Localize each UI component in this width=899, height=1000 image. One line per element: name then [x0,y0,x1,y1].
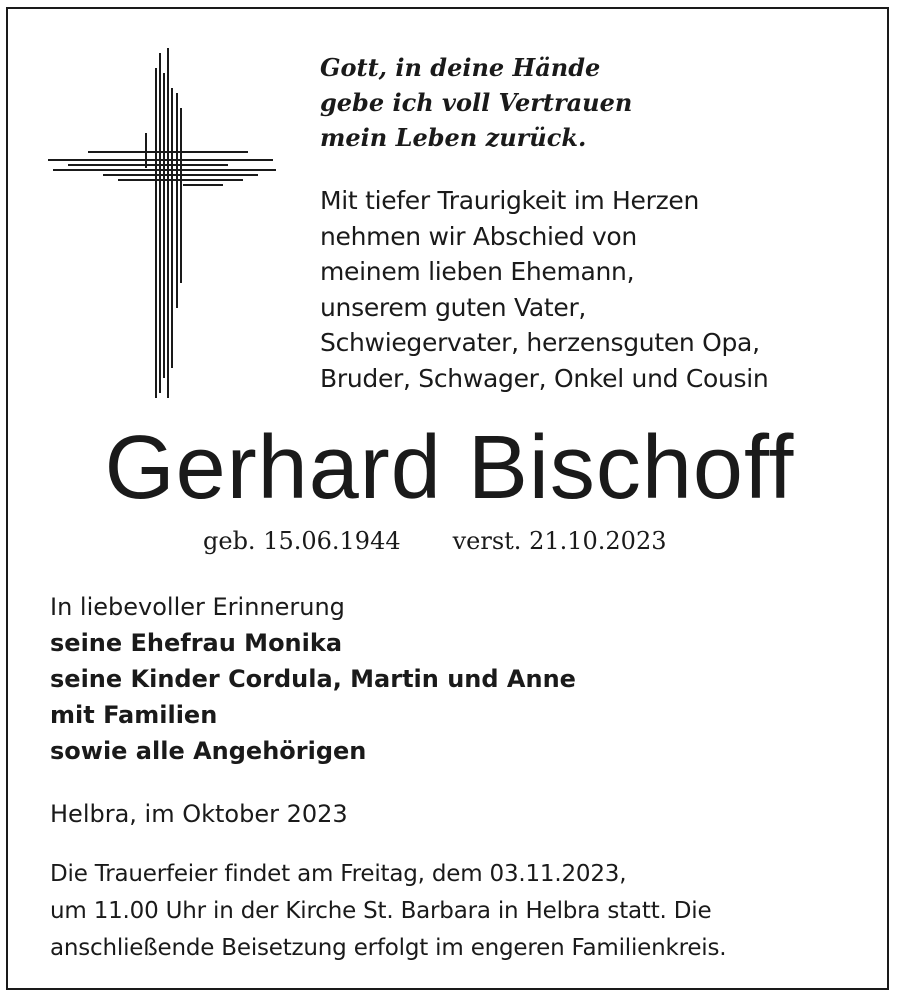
farewell-line: Bruder, Schwager, Onkel und Cousin [320,363,769,393]
farewell-line: unserem guten Vater, [320,292,587,322]
mourner-line: seine Kinder Cordula, Martin und Anne [50,665,576,693]
place-date: Helbra, im Oktober 2023 [50,800,348,828]
mourner-line: mit Familien [50,701,218,729]
deceased-name: Gerhard Bischoff [104,418,795,518]
verse-line: gebe ich voll Vertrauen [320,88,633,117]
birth-date: geb. 15.06.1944 [203,527,401,555]
mourner-line: sowie alle Angehörigen [50,737,367,765]
farewell-line: Schwiegervater, herzensguten Opa, [320,328,760,358]
farewell-line: nehmen wir Abschied von [320,221,637,251]
farewell-line: meinem lieben Ehemann, [320,257,635,287]
funeral-line: um 11.00 Uhr in der Kirche St. Barbara in Helbra statt. Die [50,898,712,924]
mourners-intro: In liebevoller Erinnerung [50,593,345,621]
funeral-line: anschließende Beisetzung erfolgt im engeren Familienkreis. [50,935,727,961]
verse-line: mein Leben zurück. [320,123,587,152]
mourner-line: seine Ehefrau Monika [50,629,343,657]
farewell-text [320,183,768,397]
cross-icon [48,48,278,398]
death-date: verst. 21.10.2023 [452,527,667,555]
life-dates [203,524,666,558]
verse [320,50,632,155]
farewell-line: Mit tiefer Traurigkeit im Herzen [320,186,700,215]
funeral-notice [50,856,726,967]
verse-line: Gott, in deine Hände [320,53,601,82]
mourners [50,589,576,769]
funeral-line: Die Trauerfeier findet am Freitag, dem 03.11.2023, [50,861,627,887]
